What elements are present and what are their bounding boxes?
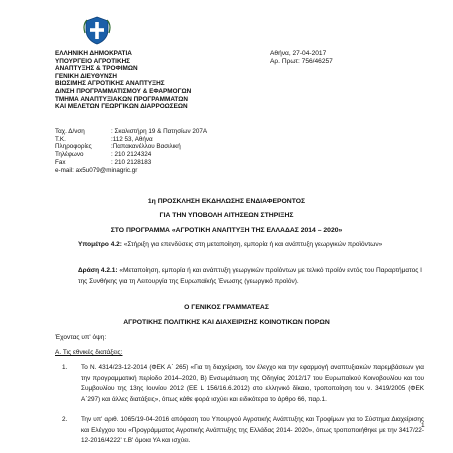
header-line: ΓΕΝΙΚΗ ΔΙΕΥΘΥΝΣΗ: [55, 72, 118, 80]
submission-title: ΓΙΑ ΤΗΝ ΥΠΟΒΟΛΗ ΑΙΤΗΣΕΩΝ ΣΤΗΡΙΞΗΣ: [159, 212, 294, 219]
list-item-text: Την υπ' αριθ. 1065/19-04-2016 απόφαση του Υπουργού Αγροτικής Ανάπτυξης και Τροφίμων για το Σύστημα Διαχείρισης και Ελέγχου του «Προγράμματος Αγροτικής Ανάπτυξης της Ελλάδας 2014- 2020», όπως τροποποιήθηκε με την 3417/22-12-2016/4222' τ.Β' όμοια ΥΑ και ισχύει.: [81, 416, 424, 445]
action-text: «Μεταποίηση, εμπορία ή και ανάπτυξη γεωργικών προϊόντων με τελικό προϊόν εντός του Παραρτήματος Ι της Συνθήκης για τη Λειτουργία της Ευρωπαϊκής Ένωσης (γεωργικό προϊόν).: [78, 267, 422, 285]
contact-label: Fax: [55, 158, 66, 166]
contact-label: Τηλέφωνο: [55, 151, 84, 159]
header-line: ΥΠΟΥΡΓΕΙΟ ΑΓΡΟΤΙΚΗΣ: [55, 57, 131, 65]
contact-value: :112 53, Αθήνα: [111, 135, 153, 143]
submeasure-paragraph: [78, 240, 423, 251]
submeasure-text: «Στήριξη για επενδύσεις στη μεταποίηση, εμπορία ή και ανάπτυξη γεωργικών προϊόντων»: [121, 241, 383, 248]
list-item-text: Το Ν. 4314/23-12-2014 (ΦΕΚ Α΄ 265) «Για τη διαχείριση, τον έλεγχο και την εφαρμογή αναπτυξιακών παρεμβάσεων για την προγραμματική περίοδο 2014–2020, Β) Ενσωμάτωση της Οδηγίας 2012/17 του Ευρωπαϊκού Κοινοβουλίου και του Συμβουλίου της 13ης Ιουνίου 2012 (ΕΕ L 156/16.6.2012) στο ελληνικό δίκαιο, τροποποίηση του ν. 3419/2005 (ΦΕΚ Α΄297) και άλλες διατάξεις», όπως κάθε φορά ισχύει και ειδικότερα το άρθρο 66, παρ.1.: [81, 364, 424, 403]
page-number: 1: [421, 422, 425, 429]
greek-coat-of-arms-icon: [82, 15, 112, 45]
header-line: Δ/ΝΣΗ ΠΡΟΓΡΑΜΜΑΤΙΣΜΟΥ & ΕΦΑΡΜΟΓΩΝ: [55, 87, 192, 95]
contact-row: [55, 143, 207, 151]
invitation-title: 1η ΠΡΟΣΚΛΗΣΗ ΕΚΔΗΛΩΣΗΣ ΕΝΔΙΑΦΕΡΟΝΤΟΣ: [147, 198, 306, 205]
secretary-title: Ο ΓΕΝΙΚΟΣ ΓΡΑΜΜΑΤΕΑΣ: [184, 304, 269, 311]
contact-block: [55, 128, 207, 174]
contact-row: [55, 128, 207, 136]
action-label: Δράση 4.2.1:: [78, 267, 118, 274]
date-block: [270, 50, 333, 66]
document-date: Αθήνα, 27-04-2017: [270, 50, 327, 57]
contact-row: [55, 151, 207, 159]
contact-email: e-mail: ax5u079@minagric.gr: [55, 166, 138, 174]
action-paragraph: [78, 266, 423, 287]
header-line: ΚΑΙ ΜΕΛΕΤΩΝ ΓΕΩΡΓΙΚΩΝ ΔΙΑΡΡΟΩΣΕΩΝ: [55, 103, 188, 111]
contact-value: : 210 2128183: [111, 158, 152, 166]
list-item-number: 1.: [62, 364, 68, 371]
header-line: ΒΙΩΣΙΜΗΣ ΑΓΡΟΤΙΚΗΣ ΑΝΑΠΤΥΞΗΣ: [55, 80, 165, 88]
protocol-number: Αρ. Πρωτ: 756/46257: [270, 58, 333, 65]
contact-value: : 210 2124324: [111, 151, 152, 159]
contact-value: : Σκαλιστήρη 19 & Πατησίων 207Α: [111, 128, 208, 135]
contact-row: [55, 159, 207, 167]
submeasure-label: Υπομέτρο 4.2:: [78, 241, 122, 248]
ministry-header: [55, 50, 191, 111]
programme-title: ΣΤΟ ΠΡΟΓΡΑΜΜΑ «ΑΓΡΟΤΙΚΗ ΑΝΑΠΤΥΞΗ ΤΗΣ ΕΛΛΑΔΑΣ 2014 – 2020»: [110, 227, 343, 234]
secretary-subtitle: ΑΓΡΟΤΙΚΗΣ ΠΟΛΙΤΙΚΗΣ ΚΑΙ ΔΙΑΧΕΙΡΙΣΗΣ ΚΟΙΝΟΤΙΚΩΝ ΠΟΡΩΝ: [123, 319, 330, 326]
contact-label: Ταχ. Δ/νση: [55, 128, 85, 135]
header-line: ΕΛΛΗΝΙΚΗ ΔΗΜΟΚΡΑΤΙΑ: [55, 50, 132, 57]
contact-label: Τ.Κ.: [55, 135, 66, 143]
list-item-number: 2.: [62, 416, 68, 423]
section-heading: Α. Τις εθνικές διατάξεις:: [55, 349, 123, 356]
contact-label: Πληροφορίες: [55, 143, 92, 151]
header-line: ΤΜΗΜΑ ΑΝΑΠΤΥΞΙΑΚΩΝ ΠΡΟΓΡΑΜΜΑΤΩΝ: [55, 95, 188, 103]
having-regard-text: Έχοντας υπ' όψη:: [55, 334, 107, 341]
header-line: ΑΝΑΠΤΥΞΗΣ & ΤΡΟΦΙΜΩΝ: [55, 65, 138, 73]
contact-value: :Παπακανέλλου Βασιλική: [111, 143, 181, 151]
